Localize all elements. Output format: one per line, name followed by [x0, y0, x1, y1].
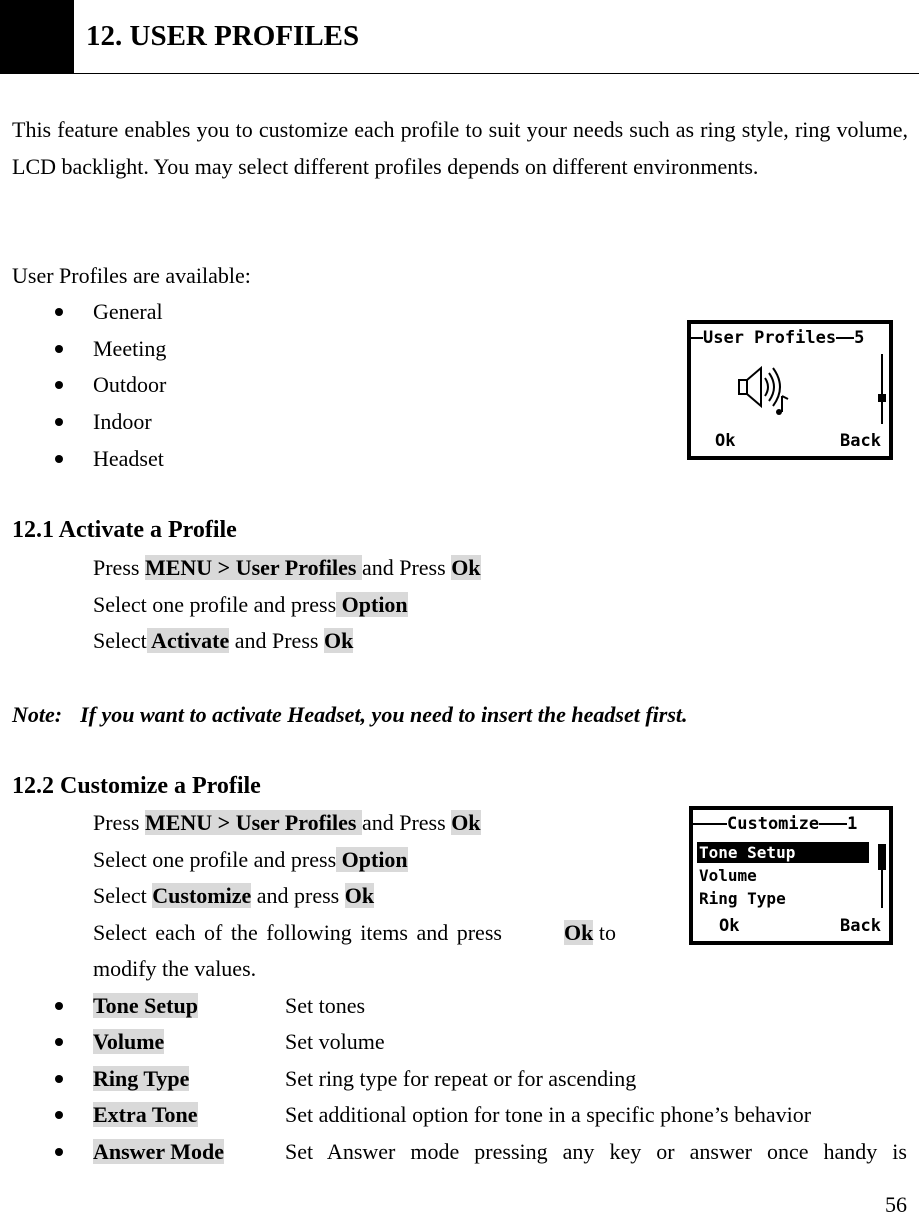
key-ok: Ok	[323, 628, 354, 653]
note	[12, 702, 688, 728]
bullet-icon	[55, 1148, 63, 1156]
speaker-with-music-note-icon	[735, 360, 795, 416]
ok-softkey[interactable]: Ok	[719, 916, 740, 936]
profile-item-indoor: Indoor	[93, 409, 152, 434]
note-label: Note:	[12, 702, 63, 727]
chapter-title: 12. USER PROFILES	[86, 20, 360, 52]
back-softkey[interactable]: Back	[840, 916, 881, 936]
profile-item-outdoor: Outdoor	[93, 372, 167, 397]
bullet-icon	[55, 345, 63, 353]
customize-screen	[689, 806, 893, 945]
activate-step-2: Select one profile and press Option	[93, 592, 408, 617]
chapter-block	[0, 0, 74, 73]
activate-step-3: Select Activate and Press Ok	[93, 628, 354, 653]
key-ok: Ok	[451, 810, 481, 835]
menu-item-volume[interactable]: Volume	[699, 866, 757, 885]
customize-step-1: Press MENU > User Profiles and Press Ok	[93, 810, 481, 835]
ok-softkey[interactable]: Ok	[715, 431, 736, 451]
item-name-ring-type: Ring Type	[93, 1066, 190, 1091]
screen-number: 1	[847, 814, 858, 834]
screen-title: User Profiles	[703, 328, 837, 348]
screen-title-bar	[691, 328, 889, 348]
menu-item-ring-type[interactable]: Ring Type	[699, 889, 786, 908]
header-divider	[0, 73, 919, 74]
customize-step-4: Select each of the following items and press Ok to	[93, 920, 616, 945]
scroll-thumb[interactable]	[878, 394, 886, 402]
profile-item-headset: Headset	[93, 446, 164, 471]
screen-title: Customize	[727, 814, 820, 834]
key-ok: Ok	[564, 920, 594, 945]
key-customize: Customize	[152, 883, 252, 908]
screen-number: 5	[854, 328, 865, 348]
profiles-available-label: User Profiles are available:	[12, 263, 251, 288]
back-softkey[interactable]: Back	[840, 431, 881, 451]
bullet-icon	[55, 1002, 63, 1010]
page-number: 56	[885, 1192, 907, 1217]
customize-step-2: Select one profile and press Option	[93, 847, 408, 872]
key-menu-user-profiles: MENU > User Profiles	[144, 810, 362, 835]
key-activate: Activate	[146, 628, 230, 653]
bullet-icon	[55, 1111, 63, 1119]
item-desc-volume: Set volume	[285, 1029, 385, 1054]
item-name-tone-setup: Tone Setup	[93, 993, 198, 1018]
profile-item-general: General	[93, 299, 163, 324]
bullet-icon	[55, 308, 63, 316]
bullet-icon	[55, 1038, 63, 1046]
menu-item-tone-setup[interactable]: Tone Setup	[697, 842, 869, 863]
key-menu-user-profiles: MENU > User Profiles	[144, 555, 362, 580]
note-text: If you want to activate Headset, you need to insert the headset first.	[80, 702, 688, 727]
item-desc-tone-setup: Set tones	[285, 993, 366, 1018]
intro-paragraph: This feature enables you to customize each profile to suit your needs such as ring style, ring volume, LCD backlight. You may select different profiles depends on different environments.	[12, 117, 908, 179]
profile-item-meeting: Meeting	[93, 336, 167, 361]
bullet-icon	[55, 381, 63, 389]
customize-step-4-continued: modify the values.	[93, 956, 257, 981]
key-ok: Ok	[451, 555, 481, 580]
key-option: Option	[336, 592, 408, 617]
section-heading-activate: 12.1 Activate a Profile	[12, 517, 237, 543]
section-heading-customize: 12.2 Customize a Profile	[12, 773, 261, 799]
item-desc-answer-mode: Set Answer mode pressing any key or answer once handy is	[285, 1139, 907, 1164]
item-desc-ring-type: Set ring type for repeat or for ascending	[285, 1066, 637, 1091]
user-profiles-screen	[687, 320, 893, 460]
activate-step-1: Press MENU > User Profiles and Press Ok	[93, 555, 481, 580]
item-desc-extra-tone: Set additional option for tone in a specific phone’s behavior	[285, 1102, 812, 1127]
item-name-extra-tone: Extra Tone	[93, 1102, 198, 1127]
customize-step-3: Select Customize and press Ok	[93, 883, 375, 908]
key-option: Option	[336, 847, 408, 872]
scrollbar[interactable]	[881, 354, 883, 424]
bullet-icon	[55, 1075, 63, 1083]
key-ok: Ok	[344, 883, 375, 908]
item-name-volume: Volume	[93, 1029, 165, 1054]
item-name-answer-mode: Answer Mode	[93, 1139, 224, 1164]
scroll-thumb[interactable]	[878, 844, 886, 870]
bullet-icon	[55, 455, 63, 463]
screen-title-bar	[693, 814, 889, 834]
bullet-icon	[55, 418, 63, 426]
